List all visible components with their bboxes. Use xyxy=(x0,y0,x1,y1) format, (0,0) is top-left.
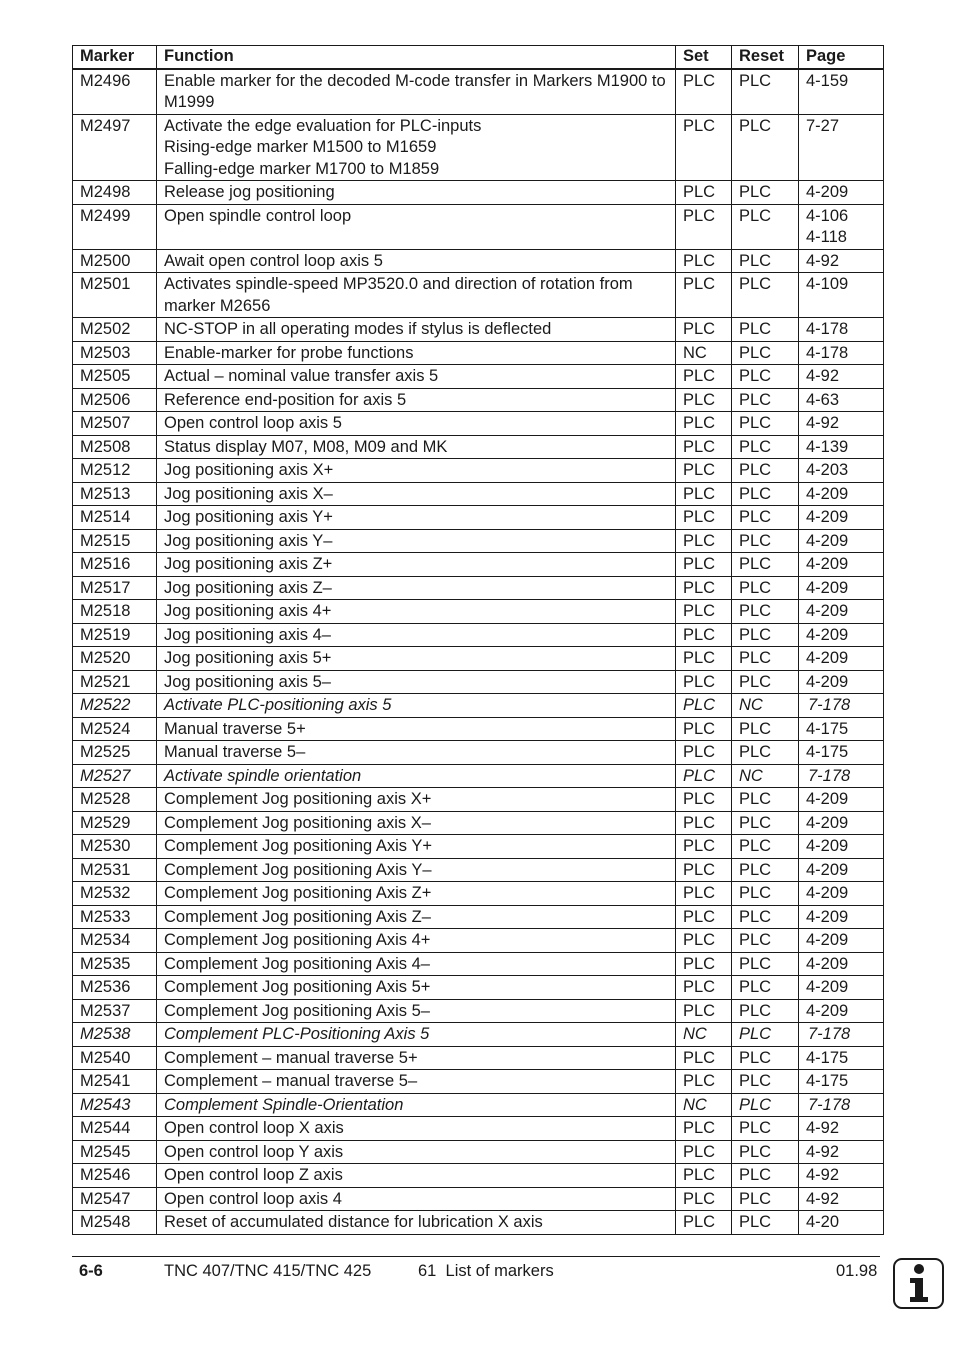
cell-page: 4-106 4-118 xyxy=(799,204,884,249)
table-row xyxy=(73,249,884,273)
cell-reset: PLC xyxy=(732,647,799,671)
cell-function: Complement – manual traverse 5– xyxy=(157,1070,676,1094)
cell-set: NC xyxy=(676,341,732,365)
cell-reset: PLC xyxy=(732,435,799,459)
cell-function: Await open control loop axis 5 xyxy=(157,249,676,273)
cell-set: PLC xyxy=(676,1211,732,1235)
cell-function: Complement Jog positioning Axis 5– xyxy=(157,999,676,1023)
footer-page-number: 6-6 xyxy=(79,1262,103,1280)
cell-set: PLC xyxy=(676,1117,732,1141)
cell-function: Manual traverse 5– xyxy=(157,741,676,765)
cell-marker: M2496 xyxy=(73,69,157,115)
table-row xyxy=(73,858,884,882)
cell-reset: PLC xyxy=(732,249,799,273)
cell-function: Jog positioning axis Y– xyxy=(157,529,676,553)
cell-marker: M2546 xyxy=(73,1164,157,1188)
header-function: Function xyxy=(157,46,676,69)
table-row xyxy=(73,273,884,318)
cell-set: PLC xyxy=(676,553,732,577)
cell-reset: PLC xyxy=(732,576,799,600)
cell-function: Manual traverse 5+ xyxy=(157,717,676,741)
cell-page: 4-159 xyxy=(799,69,884,115)
cell-function: Open control loop axis 4 xyxy=(157,1187,676,1211)
footer-date: 01.98 xyxy=(836,1262,878,1280)
cell-marker: M2534 xyxy=(73,929,157,953)
cell-function: Enable marker for the decoded M-code transfer in Markers M1900 to M1999 xyxy=(157,69,676,115)
table-row xyxy=(73,506,884,530)
cell-page: 4-92 xyxy=(799,1140,884,1164)
cell-set: PLC xyxy=(676,1070,732,1094)
cell-page: 4-209 xyxy=(799,600,884,624)
cell-set: PLC xyxy=(676,114,732,181)
cell-marker: M2512 xyxy=(73,459,157,483)
cell-page: 4-203 xyxy=(799,459,884,483)
cell-reset: PLC xyxy=(732,181,799,205)
cell-reset: PLC xyxy=(732,365,799,389)
cell-function: Jog positioning axis 4+ xyxy=(157,600,676,624)
table-row xyxy=(73,1046,884,1070)
cell-marker: M2499 xyxy=(73,204,157,249)
cell-reset: PLC xyxy=(732,1093,799,1117)
cell-page: 4-20 xyxy=(799,1211,884,1235)
cell-page: 4-209 xyxy=(799,999,884,1023)
table-row xyxy=(73,341,884,365)
cell-set: PLC xyxy=(676,929,732,953)
cell-set: PLC xyxy=(676,529,732,553)
cell-marker: M2530 xyxy=(73,835,157,859)
cell-marker: M2502 xyxy=(73,318,157,342)
cell-page: 4-209 xyxy=(799,506,884,530)
cell-page: 4-92 xyxy=(799,1117,884,1141)
cell-reset: PLC xyxy=(732,835,799,859)
cell-reset: PLC xyxy=(732,114,799,181)
cell-reset: PLC xyxy=(732,482,799,506)
cell-function: Open control loop Y axis xyxy=(157,1140,676,1164)
table-row xyxy=(73,764,884,788)
cell-page: 4-209 xyxy=(799,905,884,929)
cell-set: NC xyxy=(676,1023,732,1047)
cell-page: 4-92 xyxy=(799,249,884,273)
cell-marker: M2531 xyxy=(73,858,157,882)
cell-marker: M2500 xyxy=(73,249,157,273)
cell-reset: PLC xyxy=(732,999,799,1023)
cell-set: PLC xyxy=(676,858,732,882)
cell-reset: PLC xyxy=(732,506,799,530)
cell-reset: PLC xyxy=(732,858,799,882)
cell-reset: PLC xyxy=(732,1117,799,1141)
cell-reset: PLC xyxy=(732,717,799,741)
table-row xyxy=(73,999,884,1023)
cell-reset: NC xyxy=(732,764,799,788)
cell-page: 4-209 xyxy=(799,882,884,906)
cell-reset: PLC xyxy=(732,1046,799,1070)
cell-set: PLC xyxy=(676,576,732,600)
cell-reset: PLC xyxy=(732,623,799,647)
cell-page: 4-92 xyxy=(799,412,884,436)
table-row xyxy=(73,529,884,553)
cell-page: 4-209 xyxy=(799,181,884,205)
cell-set: PLC xyxy=(676,670,732,694)
cell-page: 4-178 xyxy=(799,318,884,342)
cell-reset: PLC xyxy=(732,529,799,553)
cell-marker: M2543 xyxy=(73,1093,157,1117)
cell-marker: M2547 xyxy=(73,1187,157,1211)
cell-marker: M2519 xyxy=(73,623,157,647)
cell-function: Jog positioning axis X+ xyxy=(157,459,676,483)
cell-page: 7-178 xyxy=(799,694,884,718)
cell-function: Jog positioning axis Y+ xyxy=(157,506,676,530)
cell-marker: M2527 xyxy=(73,764,157,788)
cell-page: 4-175 xyxy=(799,1046,884,1070)
cell-marker: M2507 xyxy=(73,412,157,436)
cell-reset: PLC xyxy=(732,811,799,835)
cell-set: PLC xyxy=(676,412,732,436)
cell-reset: PLC xyxy=(732,412,799,436)
cell-marker: M2525 xyxy=(73,741,157,765)
table-row xyxy=(73,929,884,953)
cell-set: PLC xyxy=(676,741,732,765)
cell-page: 4-209 xyxy=(799,858,884,882)
cell-page: 4-92 xyxy=(799,365,884,389)
cell-marker: M2544 xyxy=(73,1117,157,1141)
cell-marker: M2524 xyxy=(73,717,157,741)
cell-page: 4-63 xyxy=(799,388,884,412)
cell-page: 4-209 xyxy=(799,529,884,553)
cell-set: PLC xyxy=(676,181,732,205)
cell-reset: PLC xyxy=(732,388,799,412)
cell-marker: M2537 xyxy=(73,999,157,1023)
cell-reset: PLC xyxy=(732,741,799,765)
cell-marker: M2532 xyxy=(73,882,157,906)
table-row xyxy=(73,741,884,765)
cell-page: 7-178 xyxy=(799,1023,884,1047)
cell-set: PLC xyxy=(676,647,732,671)
cell-page: 4-209 xyxy=(799,647,884,671)
cell-reset: PLC xyxy=(732,1187,799,1211)
table-row xyxy=(73,1093,884,1117)
cell-set: PLC xyxy=(676,952,732,976)
cell-function: Complement Jog positioning Axis Z+ xyxy=(157,882,676,906)
cell-reset: PLC xyxy=(732,670,799,694)
table-row xyxy=(73,482,884,506)
cell-page: 4-209 xyxy=(799,482,884,506)
cell-set: PLC xyxy=(676,999,732,1023)
table-row xyxy=(73,600,884,624)
table-row xyxy=(73,670,884,694)
cell-function: Complement Jog positioning Axis Y– xyxy=(157,858,676,882)
cell-function: Complement Spindle-Orientation xyxy=(157,1093,676,1117)
cell-function: Jog positioning axis 5+ xyxy=(157,647,676,671)
table-row xyxy=(73,204,884,249)
cell-reset: PLC xyxy=(732,1164,799,1188)
cell-function: NC-STOP in all operating modes if stylus is deflected xyxy=(157,318,676,342)
table-row xyxy=(73,1070,884,1094)
cell-function: Complement Jog positioning axis X+ xyxy=(157,788,676,812)
table-row xyxy=(73,1164,884,1188)
cell-reset: PLC xyxy=(732,929,799,953)
cell-reset: PLC xyxy=(732,341,799,365)
cell-function: Reset of accumulated distance for lubrication X axis xyxy=(157,1211,676,1235)
cell-set: PLC xyxy=(676,905,732,929)
footer-rule xyxy=(72,1256,880,1257)
cell-marker: M2535 xyxy=(73,952,157,976)
header-set: Set xyxy=(676,46,732,69)
cell-function: Enable-marker for probe functions xyxy=(157,341,676,365)
cell-marker: M2518 xyxy=(73,600,157,624)
table-row xyxy=(73,623,884,647)
cell-set: PLC xyxy=(676,388,732,412)
cell-marker: M2540 xyxy=(73,1046,157,1070)
cell-set: PLC xyxy=(676,694,732,718)
cell-marker: M2505 xyxy=(73,365,157,389)
cell-marker: M2541 xyxy=(73,1070,157,1094)
cell-function: Open control loop X axis xyxy=(157,1117,676,1141)
table-row xyxy=(73,1117,884,1141)
table-row xyxy=(73,647,884,671)
header-marker: Marker xyxy=(73,46,157,69)
cell-page: 4-209 xyxy=(799,576,884,600)
cell-marker: M2521 xyxy=(73,670,157,694)
cell-function: Activate PLC-positioning axis 5 xyxy=(157,694,676,718)
table-row xyxy=(73,976,884,1000)
cell-function: Open spindle control loop xyxy=(157,204,676,249)
cell-page: 4-209 xyxy=(799,976,884,1000)
cell-marker: M2533 xyxy=(73,905,157,929)
cell-set: PLC xyxy=(676,717,732,741)
cell-reset: PLC xyxy=(732,273,799,318)
cell-page: 4-175 xyxy=(799,741,884,765)
cell-reset: PLC xyxy=(732,1023,799,1047)
cell-set: PLC xyxy=(676,69,732,115)
table-row xyxy=(73,835,884,859)
cell-set: NC xyxy=(676,1093,732,1117)
cell-page: 4-209 xyxy=(799,929,884,953)
cell-function: Complement PLC-Positioning Axis 5 xyxy=(157,1023,676,1047)
cell-marker: M2513 xyxy=(73,482,157,506)
cell-function: Open control loop axis 5 xyxy=(157,412,676,436)
cell-reset: NC xyxy=(732,694,799,718)
table-row xyxy=(73,1187,884,1211)
cell-page: 4-92 xyxy=(799,1187,884,1211)
cell-function: Activate the edge evaluation for PLC-inputs Rising-edge marker M1500 to M1659 Falling-edge marker M1700 to M1859 xyxy=(157,114,676,181)
cell-marker: M2503 xyxy=(73,341,157,365)
header-reset: Reset xyxy=(732,46,799,69)
cell-reset: PLC xyxy=(732,1211,799,1235)
cell-page: 4-209 xyxy=(799,670,884,694)
cell-marker: M2528 xyxy=(73,788,157,812)
header-page: Page xyxy=(799,46,884,69)
cell-page: 4-178 xyxy=(799,341,884,365)
cell-page: 4-209 xyxy=(799,811,884,835)
cell-function: Activate spindle orientation xyxy=(157,764,676,788)
cell-reset: PLC xyxy=(732,952,799,976)
table-row xyxy=(73,553,884,577)
cell-reset: PLC xyxy=(732,69,799,115)
cell-marker: M2538 xyxy=(73,1023,157,1047)
cell-marker: M2506 xyxy=(73,388,157,412)
cell-marker: M2548 xyxy=(73,1211,157,1235)
table-row xyxy=(73,388,884,412)
cell-marker: M2522 xyxy=(73,694,157,718)
cell-set: PLC xyxy=(676,204,732,249)
cell-function: Open control loop Z axis xyxy=(157,1164,676,1188)
cell-marker: M2498 xyxy=(73,181,157,205)
cell-page: 4-209 xyxy=(799,623,884,647)
cell-set: PLC xyxy=(676,506,732,530)
cell-set: PLC xyxy=(676,811,732,835)
cell-page: 4-209 xyxy=(799,952,884,976)
cell-function: Complement Jog positioning Axis 4– xyxy=(157,952,676,976)
footer-model: TNC 407/TNC 415/TNC 425 xyxy=(164,1262,372,1280)
info-icon xyxy=(893,1258,944,1309)
table-row xyxy=(73,694,884,718)
cell-reset: PLC xyxy=(732,318,799,342)
cell-reset: PLC xyxy=(732,204,799,249)
cell-set: PLC xyxy=(676,1164,732,1188)
cell-reset: PLC xyxy=(732,976,799,1000)
cell-reset: PLC xyxy=(732,788,799,812)
cell-set: PLC xyxy=(676,1046,732,1070)
cell-function: Release jog positioning xyxy=(157,181,676,205)
cell-function: Jog positioning axis Z– xyxy=(157,576,676,600)
cell-marker: M2508 xyxy=(73,435,157,459)
cell-set: PLC xyxy=(676,318,732,342)
cell-page: 4-209 xyxy=(799,788,884,812)
table-row xyxy=(73,1211,884,1235)
cell-marker: M2520 xyxy=(73,647,157,671)
table-row xyxy=(73,318,884,342)
cell-marker: M2529 xyxy=(73,811,157,835)
cell-function: Complement Jog positioning Axis 5+ xyxy=(157,976,676,1000)
cell-marker: M2497 xyxy=(73,114,157,181)
table-row xyxy=(73,905,884,929)
cell-marker: M2545 xyxy=(73,1140,157,1164)
cell-function: Complement Jog positioning Axis Z– xyxy=(157,905,676,929)
table-row xyxy=(73,69,884,115)
table-row xyxy=(73,459,884,483)
markers-table xyxy=(72,45,884,1235)
cell-page: 4-175 xyxy=(799,717,884,741)
cell-set: PLC xyxy=(676,1187,732,1211)
table-row xyxy=(73,412,884,436)
cell-set: PLC xyxy=(676,788,732,812)
table-row xyxy=(73,114,884,181)
cell-marker: M2516 xyxy=(73,553,157,577)
cell-set: PLC xyxy=(676,249,732,273)
cell-function: Actual – nominal value transfer axis 5 xyxy=(157,365,676,389)
cell-page: 4-139 xyxy=(799,435,884,459)
table-row xyxy=(73,1140,884,1164)
cell-marker: M2515 xyxy=(73,529,157,553)
cell-function: Jog positioning axis Z+ xyxy=(157,553,676,577)
cell-reset: PLC xyxy=(732,1070,799,1094)
cell-set: PLC xyxy=(676,482,732,506)
cell-function: Reference end-position for axis 5 xyxy=(157,388,676,412)
cell-set: PLC xyxy=(676,365,732,389)
cell-reset: PLC xyxy=(732,905,799,929)
table-row xyxy=(73,576,884,600)
cell-function: Status display M07, M08, M09 and MK xyxy=(157,435,676,459)
table-row xyxy=(73,882,884,906)
cell-page: 4-209 xyxy=(799,553,884,577)
cell-marker: M2501 xyxy=(73,273,157,318)
cell-page: 7-178 xyxy=(799,764,884,788)
table-row xyxy=(73,365,884,389)
cell-page: 4-109 xyxy=(799,273,884,318)
table-row xyxy=(73,181,884,205)
cell-marker: M2536 xyxy=(73,976,157,1000)
cell-marker: M2517 xyxy=(73,576,157,600)
cell-set: PLC xyxy=(676,976,732,1000)
cell-function: Jog positioning axis X– xyxy=(157,482,676,506)
cell-function: Complement Jog positioning axis X– xyxy=(157,811,676,835)
cell-set: PLC xyxy=(676,459,732,483)
cell-page: 4-209 xyxy=(799,835,884,859)
cell-marker: M2514 xyxy=(73,506,157,530)
cell-set: PLC xyxy=(676,1140,732,1164)
cell-set: PLC xyxy=(676,835,732,859)
footer-section: 61 List of markers xyxy=(418,1262,554,1280)
cell-function: Jog positioning axis 4– xyxy=(157,623,676,647)
cell-function: Complement Jog positioning Axis Y+ xyxy=(157,835,676,859)
cell-reset: PLC xyxy=(732,600,799,624)
cell-set: PLC xyxy=(676,273,732,318)
cell-page: 4-175 xyxy=(799,1070,884,1094)
cell-page: 4-92 xyxy=(799,1164,884,1188)
cell-function: Jog positioning axis 5– xyxy=(157,670,676,694)
cell-reset: PLC xyxy=(732,553,799,577)
cell-page: 7-178 xyxy=(799,1093,884,1117)
table-row xyxy=(73,788,884,812)
cell-function: Complement Jog positioning Axis 4+ xyxy=(157,929,676,953)
table-row xyxy=(73,811,884,835)
table-row xyxy=(73,952,884,976)
table-row xyxy=(73,717,884,741)
table-row xyxy=(73,435,884,459)
cell-function: Activates spindle-speed MP3520.0 and direction of rotation from marker M2656 xyxy=(157,273,676,318)
cell-set: PLC xyxy=(676,882,732,906)
cell-reset: PLC xyxy=(732,1140,799,1164)
cell-set: PLC xyxy=(676,435,732,459)
cell-set: PLC xyxy=(676,764,732,788)
table-header-row xyxy=(73,46,884,69)
cell-set: PLC xyxy=(676,623,732,647)
table-row xyxy=(73,1023,884,1047)
cell-reset: PLC xyxy=(732,882,799,906)
cell-reset: PLC xyxy=(732,459,799,483)
cell-set: PLC xyxy=(676,600,732,624)
cell-function: Complement – manual traverse 5+ xyxy=(157,1046,676,1070)
cell-page: 7-27 xyxy=(799,114,884,181)
